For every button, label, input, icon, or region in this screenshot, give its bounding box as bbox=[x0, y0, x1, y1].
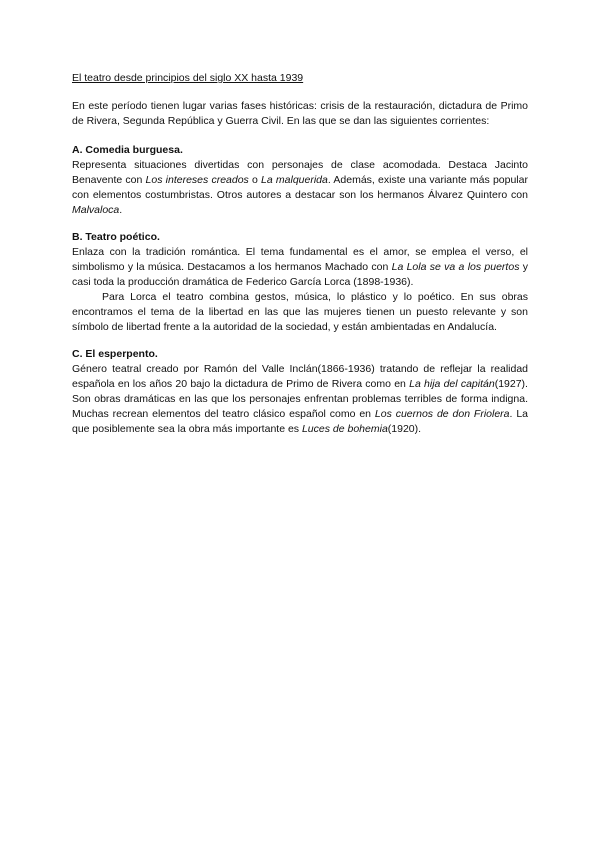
text-run: . Además, existe una variante más popular con elementos costumbristas. Otros autores a destacar son los hermanos Álvarez Quintero con bbox=[72, 174, 528, 201]
section-esperpento bbox=[72, 347, 528, 437]
work-title: La Lola se va a los puertos bbox=[391, 261, 520, 273]
work-title: La malquerida bbox=[261, 174, 328, 186]
section-paragraph bbox=[72, 245, 528, 290]
section-heading: C. El esperpento. bbox=[72, 348, 158, 360]
section-heading: B. Teatro poético. bbox=[72, 231, 160, 243]
text-run: (1927). Son obras dramáticas en las que los personajes enfrentan problemas terribles de forma indigna. Muchas recrean elementos del teatro clásico español como en bbox=[72, 378, 528, 420]
section-comedia-burguesa bbox=[72, 143, 528, 218]
text-run: y casi toda la producción dramática de Federico García Lorca (1898-1936). bbox=[72, 261, 529, 288]
text-run: o bbox=[248, 174, 262, 186]
work-title: Malvaloca bbox=[72, 204, 120, 216]
text-run: Representa situaciones divertidas con personajes de clase acomodada. Destaca Jacinto Benavente con bbox=[72, 159, 528, 186]
text-run: Género teatral creado por Ramón del Valle Inclán(1866-1936) tratando de reflejar la realidad española en los años 20 bajo la dictadura de Primo de Rivera como en bbox=[72, 363, 528, 390]
section-heading: A. Comedia burguesa. bbox=[72, 144, 183, 156]
work-title: Luces de bohemia bbox=[301, 423, 388, 435]
text-run: Enlaza con la tradición romántica. El tema fundamental es el amor, se emplea el verso, el simbolismo y la música. Destacamos a los hermanos Machado con bbox=[72, 246, 528, 273]
section-paragraph bbox=[72, 362, 528, 437]
work-title: La hija del capitán bbox=[409, 378, 495, 390]
section-paragraph: Para Lorca el teatro combina gestos, música, lo plástico y lo poético. En sus obras encontramos el tema de la libertad en las que las mujeres tienen un puesto relevante y son símbolo de libertad frente a la autoridad de la sociedad, y están ambientadas en Andalucía. bbox=[72, 291, 528, 333]
section-teatro-poetico bbox=[72, 230, 528, 335]
document-body bbox=[72, 71, 528, 449]
work-title: Los cuernos de don Friolera bbox=[374, 408, 510, 420]
document-title: El teatro desde principios del siglo XX hasta 1939 bbox=[72, 72, 304, 84]
text-run: . La que posiblemente sea la obra más importante es bbox=[72, 408, 528, 435]
intro-paragraph: En este período tienen lugar varias fases históricas: crisis de la restauración, dictadura de Primo de Rivera, Segunda República y Guerra Civil. En las que se dan las siguientes corrientes: bbox=[72, 100, 528, 127]
section-paragraph bbox=[72, 158, 528, 218]
text-run: . bbox=[119, 204, 123, 216]
work-title: Los intereses creados bbox=[145, 174, 249, 186]
text-run: (1920). bbox=[387, 423, 422, 435]
